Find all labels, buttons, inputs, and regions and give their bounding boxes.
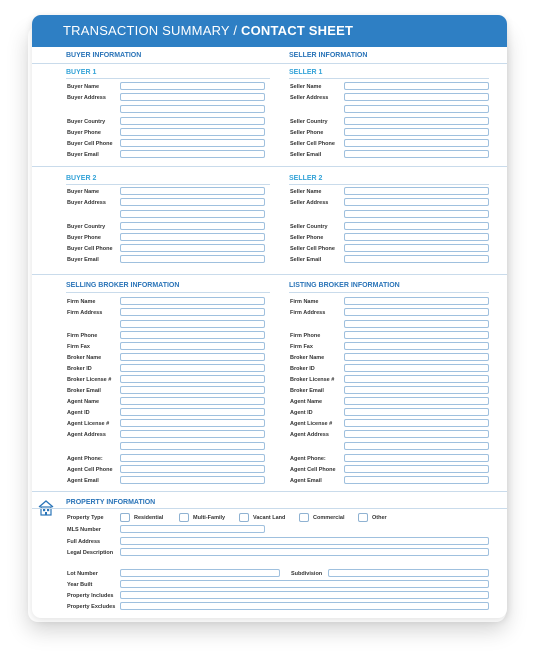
buyer1-buyer-name-label: Buyer Name (67, 84, 100, 90)
selling-broker-agent-id-field[interactable] (120, 408, 265, 416)
buyer1-buyer-phone-label: Buyer Phone (67, 130, 101, 136)
selling-broker-agent-cell-phone-label: Agent Cell Phone (67, 467, 113, 473)
selling-broker-agent-name-field[interactable] (120, 397, 265, 405)
legal-description-label: Legal Description (67, 550, 114, 556)
buyer1-heading: BUYER 1 (66, 69, 97, 76)
buyer1-buyer-name-field[interactable] (120, 82, 265, 90)
selling-broker-firm-phone-label: Firm Phone (67, 333, 98, 339)
listing-broker-agent-phone-field[interactable] (344, 454, 489, 462)
residential-checkbox[interactable] (120, 513, 130, 522)
buyer1-buyer-phone-field[interactable] (120, 128, 265, 136)
divider (32, 63, 507, 64)
seller1-seller-name-field[interactable] (344, 82, 489, 90)
property-excludes-field[interactable] (120, 602, 489, 610)
buyer2-buyer-email-label: Buyer Email (67, 257, 99, 263)
lot-number-field[interactable] (120, 569, 280, 577)
year-built-label: Year Built (67, 582, 93, 588)
multi-family-label: Multi-Family (193, 515, 226, 521)
selling-broker-agent-license-field[interactable] (120, 419, 265, 427)
divider (289, 292, 489, 293)
divider (66, 78, 270, 79)
listing-broker-firm-name-label: Firm Name (290, 299, 319, 305)
listing-broker-broker-name-field[interactable] (344, 353, 489, 361)
commercial-checkbox[interactable] (299, 513, 309, 522)
seller2-seller-address-field-line-2[interactable] (344, 210, 489, 218)
listing-broker-agent-email-label: Agent Email (290, 478, 322, 484)
buyer1-buyer-address-label: Buyer Address (67, 95, 106, 101)
buyer2-buyer-name-field[interactable] (120, 187, 265, 195)
seller1-seller-country-label: Seller Country (290, 119, 328, 125)
buyer1-buyer-country-label: Buyer Country (67, 119, 106, 125)
listing-broker-agent-cell-phone-label: Agent Cell Phone (290, 467, 336, 473)
selling-broker-firm-fax-field[interactable] (120, 342, 265, 350)
seller2-seller-phone-field[interactable] (344, 233, 489, 241)
selling-broker-agent-address-field[interactable] (120, 430, 265, 438)
buyer2-buyer-country-label: Buyer Country (67, 224, 106, 230)
listing-broker-agent-license-label: Agent License # (290, 421, 333, 427)
seller1-seller-cell-phone-field[interactable] (344, 139, 489, 147)
selling-broker-agent-phone-field[interactable] (120, 454, 265, 462)
buyer1-buyer-country-field[interactable] (120, 117, 265, 125)
selling-broker-agent-cell-phone-field[interactable] (120, 465, 265, 473)
divider (32, 508, 507, 509)
subdivision-label: Subdivision (291, 571, 323, 577)
buyer2-buyer-country-field[interactable] (120, 222, 265, 230)
buyer2-buyer-cell-phone-field[interactable] (120, 244, 265, 252)
selling-broker-broker-name-field[interactable] (120, 353, 265, 361)
seller1-seller-address-field-line-2[interactable] (344, 105, 489, 113)
property-information-heading: PROPERTY INFORMATION (66, 499, 156, 506)
seller1-heading: SELLER 1 (289, 69, 323, 76)
selling-broker-agent-address-field-line-2[interactable] (120, 442, 265, 450)
listing-broker-broker-email-label: Broker Email (290, 388, 324, 394)
listing-broker-agent-name-field[interactable] (344, 397, 489, 405)
selling-broker-agent-email-field[interactable] (120, 476, 265, 484)
buyer2-buyer-email-field[interactable] (120, 255, 265, 263)
full-address-label: Full Address (67, 539, 101, 545)
listing-broker-firm-fax-label: Firm Fax (290, 344, 313, 350)
buyer1-buyer-email-field[interactable] (120, 150, 265, 158)
listing-broker-firm-phone-label: Firm Phone (290, 333, 321, 339)
seller2-seller-address-label: Seller Address (290, 200, 329, 206)
selling-broker-agent-name-label: Agent Name (67, 399, 100, 405)
listing-broker-firm-fax-field[interactable] (344, 342, 489, 350)
listing-broker-agent-address-label: Agent Address (290, 432, 329, 438)
listing-broker-broker-email-field[interactable] (344, 386, 489, 394)
seller2-seller-name-label: Seller Name (290, 189, 322, 195)
buyer2-buyer-cell-phone-label: Buyer Cell Phone (67, 246, 113, 252)
seller1-seller-phone-label: Seller Phone (290, 130, 324, 136)
commercial-label: Commercial (313, 515, 345, 521)
selling-broker-agent-phone-label: Agent Phone: (67, 456, 103, 462)
divider (32, 166, 507, 167)
selling-broker-firm-address-label: Firm Address (67, 310, 103, 316)
listing-broker-broker-license-label: Broker License # (290, 377, 335, 383)
listing-broker-broker-license-field[interactable] (344, 375, 489, 383)
seller2-seller-cell-phone-label: Seller Cell Phone (290, 246, 335, 252)
selling-broker-broker-id-field[interactable] (120, 364, 265, 372)
seller1-seller-phone-field[interactable] (344, 128, 489, 136)
listing-broker-agent-address-field-line-2[interactable] (344, 442, 489, 450)
buyer1-buyer-email-label: Buyer Email (67, 152, 99, 158)
seller1-seller-email-label: Seller Email (290, 152, 322, 158)
subdivision-field[interactable] (328, 569, 489, 577)
selling-broker-broker-name-label: Broker Name (67, 355, 102, 361)
selling-broker-broker-email-field[interactable] (120, 386, 265, 394)
divider (32, 491, 507, 492)
buyer1-buyer-cell-phone-label: Buyer Cell Phone (67, 141, 113, 147)
seller2-seller-phone-label: Seller Phone (290, 235, 324, 241)
listing-broker-agent-address-field[interactable] (344, 430, 489, 438)
listing-broker-agent-name-label: Agent Name (290, 399, 323, 405)
divider (66, 184, 270, 185)
seller2-seller-name-field[interactable] (344, 187, 489, 195)
selling-broker-firm-address-field[interactable] (120, 308, 265, 316)
residential-label: Residential (134, 515, 164, 521)
title-bold: CONTACT SHEET (241, 23, 354, 38)
buyer-information-heading: BUYER INFORMATION (66, 52, 142, 59)
seller2-seller-country-label: Seller Country (290, 224, 328, 230)
selling-broker-agent-email-label: Agent Email (67, 478, 99, 484)
listing-broker-broker-id-field[interactable] (344, 364, 489, 372)
seller-information-heading: SELLER INFORMATION (289, 52, 368, 59)
buyer1-buyer-cell-phone-field[interactable] (120, 139, 265, 147)
mls-number-field[interactable] (120, 525, 265, 533)
vacant-land-checkbox[interactable] (239, 513, 249, 522)
listing-broker-broker-name-label: Broker Name (290, 355, 325, 361)
listing-broker-agent-phone-label: Agent Phone: (290, 456, 326, 462)
buyer2-buyer-phone-label: Buyer Phone (67, 235, 101, 241)
buyer2-heading: BUYER 2 (66, 175, 97, 182)
listing-broker-heading: LISTING BROKER INFORMATION (289, 282, 400, 289)
seller2-seller-address-field[interactable] (344, 198, 489, 206)
seller1-seller-email-field[interactable] (344, 150, 489, 158)
selling-broker-firm-name-field[interactable] (120, 297, 265, 305)
selling-broker-agent-id-label: Agent ID (67, 410, 90, 416)
selling-broker-firm-address-field-line-2[interactable] (120, 320, 265, 328)
listing-broker-agent-email-field[interactable] (344, 476, 489, 484)
buyer2-buyer-phone-field[interactable] (120, 233, 265, 241)
selling-broker-heading: SELLING BROKER INFORMATION (66, 282, 180, 289)
vacant-land-label: Vacant Land (253, 515, 286, 521)
seller2-seller-cell-phone-field[interactable] (344, 244, 489, 252)
property-excludes-label: Property Excludes (67, 604, 116, 610)
listing-broker-agent-id-label: Agent ID (290, 410, 313, 416)
seller2-seller-email-label: Seller Email (290, 257, 322, 263)
listing-broker-firm-address-field[interactable] (344, 308, 489, 316)
listing-broker-firm-address-field-line-2[interactable] (344, 320, 489, 328)
buyer2-buyer-address-label: Buyer Address (67, 200, 106, 206)
listing-broker-agent-cell-phone-field[interactable] (344, 465, 489, 473)
listing-broker-firm-address-label: Firm Address (290, 310, 326, 316)
selling-broker-broker-email-label: Broker Email (67, 388, 101, 394)
sheet-header (32, 15, 507, 47)
sheet-title (63, 23, 353, 38)
listing-broker-agent-license-field[interactable] (344, 419, 489, 427)
selling-broker-firm-phone-field[interactable] (120, 331, 265, 339)
multi-family-checkbox[interactable] (179, 513, 189, 522)
lot-number-label: Lot Number (67, 571, 98, 577)
divider (66, 292, 270, 293)
divider (289, 78, 489, 79)
selling-broker-agent-license-label: Agent License # (67, 421, 110, 427)
selling-broker-firm-fax-label: Firm Fax (67, 344, 90, 350)
buyer1-buyer-address-field-line-2[interactable] (120, 105, 265, 113)
buyer2-buyer-address-field[interactable] (120, 198, 265, 206)
divider (289, 184, 489, 185)
listing-broker-firm-name-field[interactable] (344, 297, 489, 305)
buyer2-buyer-address-field-line-2[interactable] (120, 210, 265, 218)
other-checkbox[interactable] (358, 513, 368, 522)
listing-broker-agent-id-field[interactable] (344, 408, 489, 416)
other-label: Other (372, 515, 387, 521)
buyer1-buyer-address-field[interactable] (120, 93, 265, 101)
year-built-field[interactable] (120, 580, 489, 588)
title-light: TRANSACTION SUMMARY / (63, 23, 241, 38)
buyer2-buyer-name-label: Buyer Name (67, 189, 100, 195)
listing-broker-firm-phone-field[interactable] (344, 331, 489, 339)
seller1-seller-address-label: Seller Address (290, 95, 329, 101)
contact-sheet (32, 15, 507, 618)
listing-broker-broker-id-label: Broker ID (290, 366, 315, 372)
legal-description-field[interactable] (120, 548, 489, 556)
selling-broker-broker-license-field[interactable] (120, 375, 265, 383)
seller2-seller-email-field[interactable] (344, 255, 489, 263)
property-type-label: Property Type (67, 515, 104, 521)
seller1-seller-cell-phone-label: Seller Cell Phone (290, 141, 335, 147)
seller1-seller-name-label: Seller Name (290, 84, 322, 90)
mls-number-label: MLS Number (67, 527, 101, 533)
selling-broker-agent-address-label: Agent Address (67, 432, 106, 438)
seller2-heading: SELLER 2 (289, 175, 323, 182)
selling-broker-broker-license-label: Broker License # (67, 377, 112, 383)
full-address-field[interactable] (120, 537, 489, 545)
property-includes-label: Property Includes (67, 593, 114, 599)
seller1-seller-address-field[interactable] (344, 93, 489, 101)
divider (32, 274, 507, 275)
seller2-seller-country-field[interactable] (344, 222, 489, 230)
selling-broker-broker-id-label: Broker ID (67, 366, 92, 372)
selling-broker-firm-name-label: Firm Name (67, 299, 96, 305)
seller1-seller-country-field[interactable] (344, 117, 489, 125)
property-includes-field[interactable] (120, 591, 489, 599)
